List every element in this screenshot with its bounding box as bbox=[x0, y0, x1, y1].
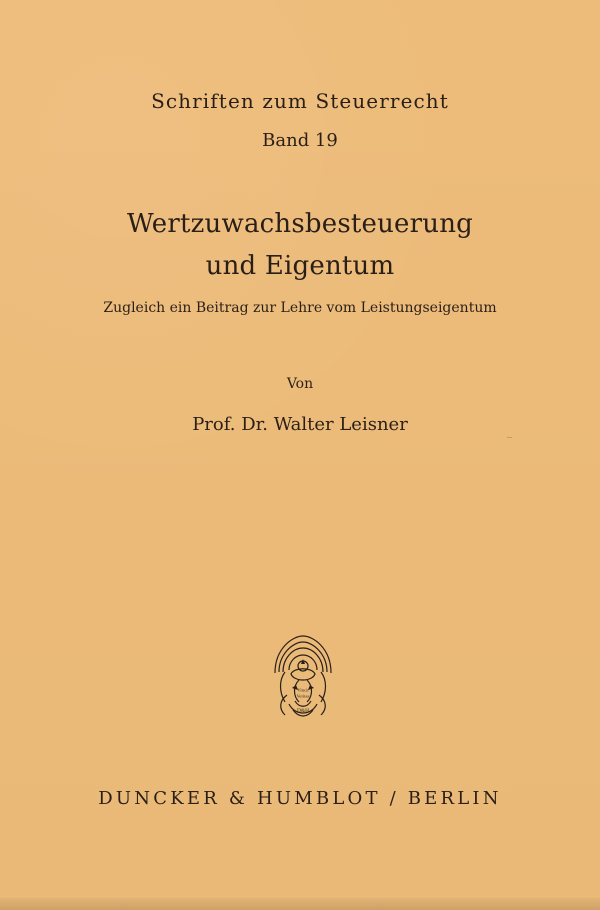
cover-bottom-edge bbox=[0, 898, 600, 910]
book-title-line-2: und Eigentum bbox=[205, 251, 395, 281]
series-volume: Band 19 bbox=[262, 130, 338, 151]
phoenix-emblem-icon bbox=[265, 628, 341, 724]
emblem-motto-line-1: Vincit bbox=[297, 687, 309, 693]
emblem-initials: D&H bbox=[297, 708, 309, 714]
series-title: Schriften zum Steuerrecht bbox=[151, 89, 449, 113]
emblem-motto-line-2: Veritas bbox=[296, 693, 310, 699]
publisher-line: DUNCKER & HUMBLOT / BERLIN bbox=[98, 788, 502, 809]
author-name: Prof. Dr. Walter Leisner bbox=[192, 414, 408, 435]
book-subtitle: Zugleich ein Beitrag zur Lehre vom Leistungseigentum bbox=[103, 300, 497, 316]
paper-speck bbox=[507, 437, 512, 438]
author-by-label: Von bbox=[286, 376, 314, 392]
book-title-line-1: Wertzuwachsbesteuerung bbox=[126, 209, 474, 239]
